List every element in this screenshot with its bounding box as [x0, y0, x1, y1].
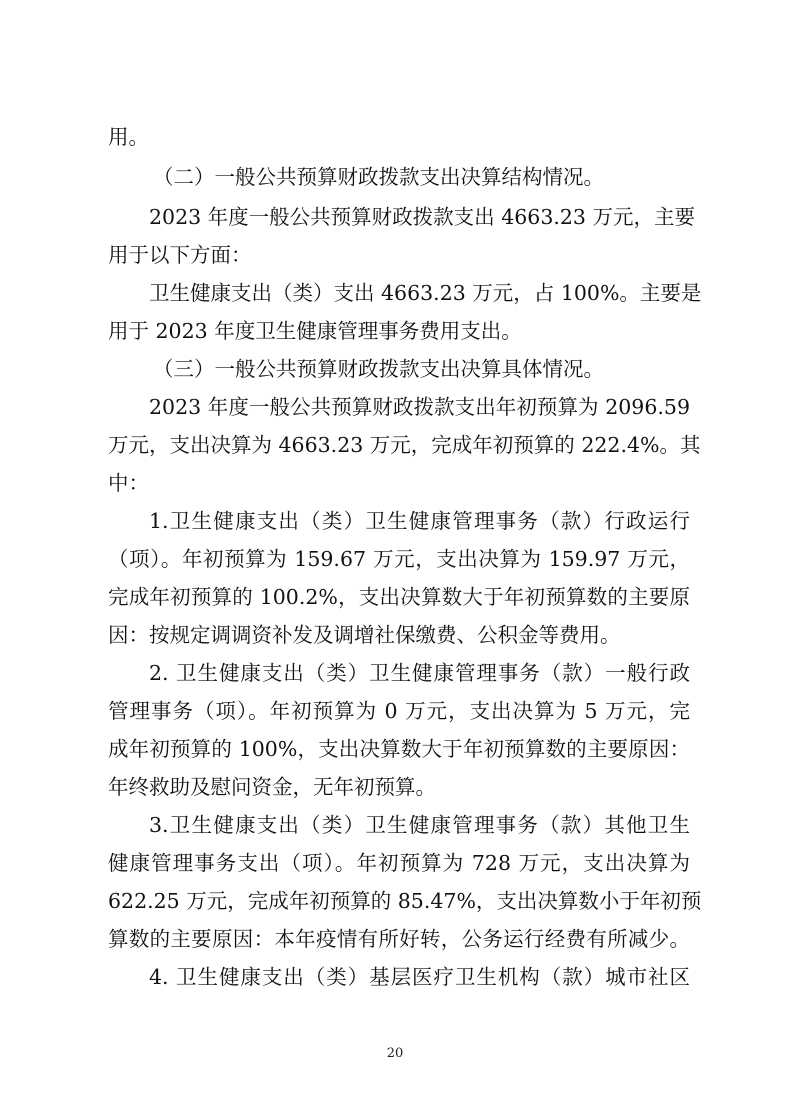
text-line: 2023 年度一般公共预算财政拨款支出 4663.23 万元，主要	[149, 205, 695, 229]
text-line: 622.25 万元，完成年初预算的 85.47%，支出决算数小于年初预	[108, 889, 702, 913]
list-item-title: 4. 卫生健康支出（类）基层医疗卫生机构（款）城市社区	[149, 965, 690, 989]
section-heading: （二）一般公共预算财政拨款支出决算结构情况。	[153, 165, 604, 189]
text-line: 完成年初预算的 100.2%，支出决算数大于年初预算数的主要原	[108, 585, 690, 609]
text-line: 用。	[108, 125, 149, 149]
text-line: 用于 2023 年度卫生健康管理事务费用支出。	[108, 319, 522, 343]
page-number: 20	[386, 1046, 404, 1061]
text-line: 健康管理事务支出（项）。年初预算为 728 万元，支出决算为	[108, 851, 690, 875]
text-line: （项）。年初预算为 159.67 万元，支出决算为 159.97 万元，	[108, 547, 690, 571]
section-heading: （三）一般公共预算财政拨款支出决算具体情况。	[153, 357, 604, 381]
text-line: 因：按规定调调资补发及调增社保缴费、公积金等费用。	[108, 623, 621, 647]
list-item-title: 3.卫生健康支出（类）卫生健康管理事务（款）其他卫生	[149, 813, 690, 837]
text-line: 万元，支出决算为 4663.23 万元，完成年初预算的 222.4%。其	[108, 433, 701, 457]
text-line: 年终救助及慰问资金，无年初预算。	[108, 775, 436, 799]
text-line: 管理事务（项）。年初预算为 0 万元，支出决算为 5 万元，完	[108, 699, 690, 723]
text-line: 成年初预算的 100%，支出决算数大于年初预算数的主要原因：	[108, 737, 690, 761]
list-item-title: 2. 卫生健康支出（类）卫生健康管理事务（款）一般行政	[149, 661, 690, 685]
text-line: 2023 年度一般公共预算财政拨款支出年初预算为 2096.59	[149, 395, 690, 419]
text-line: 中：	[108, 471, 149, 495]
list-item-title: 1.卫生健康支出（类）卫生健康管理事务（款）行政运行	[149, 509, 690, 533]
text-line: 算数的主要原因：本年疫情有所好转，公务运行经费有所减少。	[108, 927, 690, 951]
text-line: 用于以下方面：	[108, 243, 252, 267]
text-line: 卫生健康支出（类）支出 4663.23 万元，占 100%。主要是	[149, 281, 702, 305]
